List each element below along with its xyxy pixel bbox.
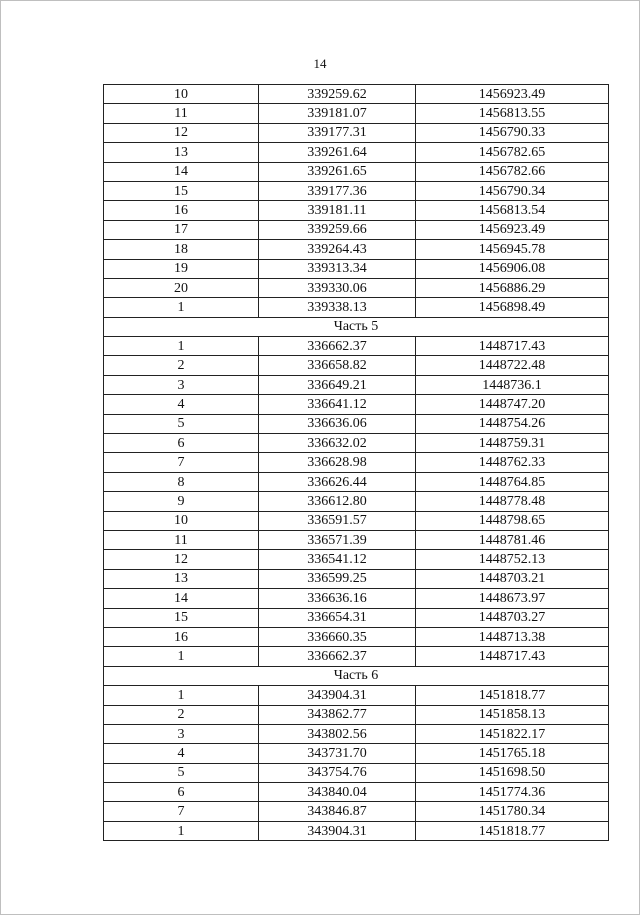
x-coordinate-cell: 339313.34 <box>259 259 416 278</box>
point-number-cell: 16 <box>104 627 259 646</box>
table-row <box>104 201 609 220</box>
point-number-cell: 15 <box>104 608 259 627</box>
y-coordinate-cell: 1456923.49 <box>416 220 609 239</box>
y-coordinate-cell: 1456898.49 <box>416 298 609 317</box>
point-number-cell: 19 <box>104 259 259 278</box>
point-number-cell: 14 <box>104 589 259 608</box>
x-coordinate-cell: 339181.11 <box>259 201 416 220</box>
x-coordinate-cell: 339177.31 <box>259 123 416 142</box>
y-coordinate-cell: 1448736.1 <box>416 375 609 394</box>
table-row <box>104 472 609 491</box>
y-coordinate-cell: 1448717.43 <box>416 647 609 666</box>
y-coordinate-cell: 1451818.77 <box>416 686 609 705</box>
coordinates-table-body <box>104 85 609 841</box>
page-number: 14 <box>313 56 327 71</box>
x-coordinate-cell: 339261.65 <box>259 162 416 181</box>
x-coordinate-cell: 336662.37 <box>259 337 416 356</box>
point-number-cell: 6 <box>104 434 259 453</box>
point-number-cell: 13 <box>104 569 259 588</box>
y-coordinate-cell: 1448781.46 <box>416 530 609 549</box>
x-coordinate-cell: 336658.82 <box>259 356 416 375</box>
y-coordinate-cell: 1451774.36 <box>416 783 609 802</box>
table-row <box>104 705 609 724</box>
y-coordinate-cell: 1456886.29 <box>416 278 609 297</box>
x-coordinate-cell: 343904.31 <box>259 686 416 705</box>
y-coordinate-cell: 1451818.77 <box>416 821 609 840</box>
x-coordinate-cell: 343802.56 <box>259 724 416 743</box>
y-coordinate-cell: 1448703.27 <box>416 608 609 627</box>
table-row <box>104 123 609 142</box>
point-number-cell: 17 <box>104 220 259 239</box>
point-number-cell: 10 <box>104 511 259 530</box>
x-coordinate-cell: 343846.87 <box>259 802 416 821</box>
y-coordinate-cell: 1456782.66 <box>416 162 609 181</box>
table-row <box>104 608 609 627</box>
table-row <box>104 162 609 181</box>
table-row <box>104 511 609 530</box>
point-number-cell: 2 <box>104 356 259 375</box>
y-coordinate-cell: 1451858.13 <box>416 705 609 724</box>
y-coordinate-cell: 1448713.38 <box>416 627 609 646</box>
table-row <box>104 453 609 472</box>
point-number-cell: 8 <box>104 472 259 491</box>
x-coordinate-cell: 339181.07 <box>259 104 416 123</box>
y-coordinate-cell: 1448717.43 <box>416 337 609 356</box>
x-coordinate-cell: 339259.62 <box>259 85 416 104</box>
x-coordinate-cell: 336649.21 <box>259 375 416 394</box>
table-row <box>104 763 609 782</box>
x-coordinate-cell: 343840.04 <box>259 783 416 802</box>
point-number-cell: 1 <box>104 821 259 840</box>
section-header-row <box>104 666 609 685</box>
table-row <box>104 395 609 414</box>
x-coordinate-cell: 336636.16 <box>259 589 416 608</box>
x-coordinate-cell: 336641.12 <box>259 395 416 414</box>
point-number-cell: 11 <box>104 104 259 123</box>
point-number-cell: 20 <box>104 278 259 297</box>
point-number-cell: 14 <box>104 162 259 181</box>
point-number-cell: 13 <box>104 143 259 162</box>
y-coordinate-cell: 1448747.20 <box>416 395 609 414</box>
y-coordinate-cell: 1448778.48 <box>416 492 609 511</box>
table-row <box>104 569 609 588</box>
y-coordinate-cell: 1456813.54 <box>416 201 609 220</box>
y-coordinate-cell: 1448798.65 <box>416 511 609 530</box>
table-row <box>104 414 609 433</box>
table-row <box>104 375 609 394</box>
x-coordinate-cell: 336628.98 <box>259 453 416 472</box>
table-row <box>104 492 609 511</box>
point-number-cell: 18 <box>104 240 259 259</box>
table-row <box>104 259 609 278</box>
section-title: Часть 6 <box>104 666 609 685</box>
y-coordinate-cell: 1448762.33 <box>416 453 609 472</box>
x-coordinate-cell: 336591.57 <box>259 511 416 530</box>
x-coordinate-cell: 343754.76 <box>259 763 416 782</box>
table-row <box>104 337 609 356</box>
point-number-cell: 4 <box>104 744 259 763</box>
point-number-cell: 4 <box>104 395 259 414</box>
y-coordinate-cell: 1448752.13 <box>416 550 609 569</box>
point-number-cell: 3 <box>104 375 259 394</box>
table-row <box>104 783 609 802</box>
x-coordinate-cell: 339177.36 <box>259 181 416 200</box>
table-row <box>104 240 609 259</box>
point-number-cell: 16 <box>104 201 259 220</box>
x-coordinate-cell: 336612.80 <box>259 492 416 511</box>
point-number-cell: 11 <box>104 530 259 549</box>
x-coordinate-cell: 336541.12 <box>259 550 416 569</box>
point-number-cell: 1 <box>104 647 259 666</box>
table-row <box>104 356 609 375</box>
coordinates-table <box>103 84 609 841</box>
point-number-cell: 2 <box>104 705 259 724</box>
x-coordinate-cell: 336599.25 <box>259 569 416 588</box>
y-coordinate-cell: 1456906.08 <box>416 259 609 278</box>
point-number-cell: 7 <box>104 453 259 472</box>
table-row <box>104 821 609 840</box>
x-coordinate-cell: 336654.31 <box>259 608 416 627</box>
table-row <box>104 647 609 666</box>
table-row <box>104 181 609 200</box>
table-row <box>104 744 609 763</box>
y-coordinate-cell: 1456945.78 <box>416 240 609 259</box>
x-coordinate-cell: 336626.44 <box>259 472 416 491</box>
point-number-cell: 5 <box>104 414 259 433</box>
point-number-cell: 7 <box>104 802 259 821</box>
y-coordinate-cell: 1456813.55 <box>416 104 609 123</box>
x-coordinate-cell: 336662.37 <box>259 647 416 666</box>
table-row <box>104 550 609 569</box>
point-number-cell: 15 <box>104 181 259 200</box>
y-coordinate-cell: 1456790.33 <box>416 123 609 142</box>
point-number-cell: 6 <box>104 783 259 802</box>
y-coordinate-cell: 1456790.34 <box>416 181 609 200</box>
table-row <box>104 434 609 453</box>
x-coordinate-cell: 339259.66 <box>259 220 416 239</box>
table-row <box>104 589 609 608</box>
point-number-cell: 10 <box>104 85 259 104</box>
y-coordinate-cell: 1456923.49 <box>416 85 609 104</box>
x-coordinate-cell: 336660.35 <box>259 627 416 646</box>
x-coordinate-cell: 339264.43 <box>259 240 416 259</box>
y-coordinate-cell: 1448764.85 <box>416 472 609 491</box>
x-coordinate-cell: 339261.64 <box>259 143 416 162</box>
x-coordinate-cell: 336636.06 <box>259 414 416 433</box>
section-title: Часть 5 <box>104 317 609 336</box>
y-coordinate-cell: 1451822.17 <box>416 724 609 743</box>
y-coordinate-cell: 1448703.21 <box>416 569 609 588</box>
y-coordinate-cell: 1451698.50 <box>416 763 609 782</box>
y-coordinate-cell: 1456782.65 <box>416 143 609 162</box>
table-row <box>104 143 609 162</box>
y-coordinate-cell: 1448754.26 <box>416 414 609 433</box>
x-coordinate-cell: 339330.06 <box>259 278 416 297</box>
point-number-cell: 9 <box>104 492 259 511</box>
section-header-row <box>104 317 609 336</box>
table-row <box>104 802 609 821</box>
table-row <box>104 104 609 123</box>
table-row <box>104 220 609 239</box>
point-number-cell: 5 <box>104 763 259 782</box>
point-number-cell: 3 <box>104 724 259 743</box>
point-number-cell: 1 <box>104 686 259 705</box>
y-coordinate-cell: 1448759.31 <box>416 434 609 453</box>
x-coordinate-cell: 343862.77 <box>259 705 416 724</box>
table-row <box>104 278 609 297</box>
y-coordinate-cell: 1448722.48 <box>416 356 609 375</box>
x-coordinate-cell: 336632.02 <box>259 434 416 453</box>
table-row <box>104 686 609 705</box>
x-coordinate-cell: 343904.31 <box>259 821 416 840</box>
point-number-cell: 12 <box>104 550 259 569</box>
y-coordinate-cell: 1451765.18 <box>416 744 609 763</box>
point-number-cell: 1 <box>104 337 259 356</box>
point-number-cell: 1 <box>104 298 259 317</box>
x-coordinate-cell: 339338.13 <box>259 298 416 317</box>
table-row <box>104 724 609 743</box>
y-coordinate-cell: 1451780.34 <box>416 802 609 821</box>
x-coordinate-cell: 336571.39 <box>259 530 416 549</box>
table-row <box>104 85 609 104</box>
y-coordinate-cell: 1448673.97 <box>416 589 609 608</box>
table-row <box>104 298 609 317</box>
point-number-cell: 12 <box>104 123 259 142</box>
table-row <box>104 627 609 646</box>
table-row <box>104 530 609 549</box>
x-coordinate-cell: 343731.70 <box>259 744 416 763</box>
